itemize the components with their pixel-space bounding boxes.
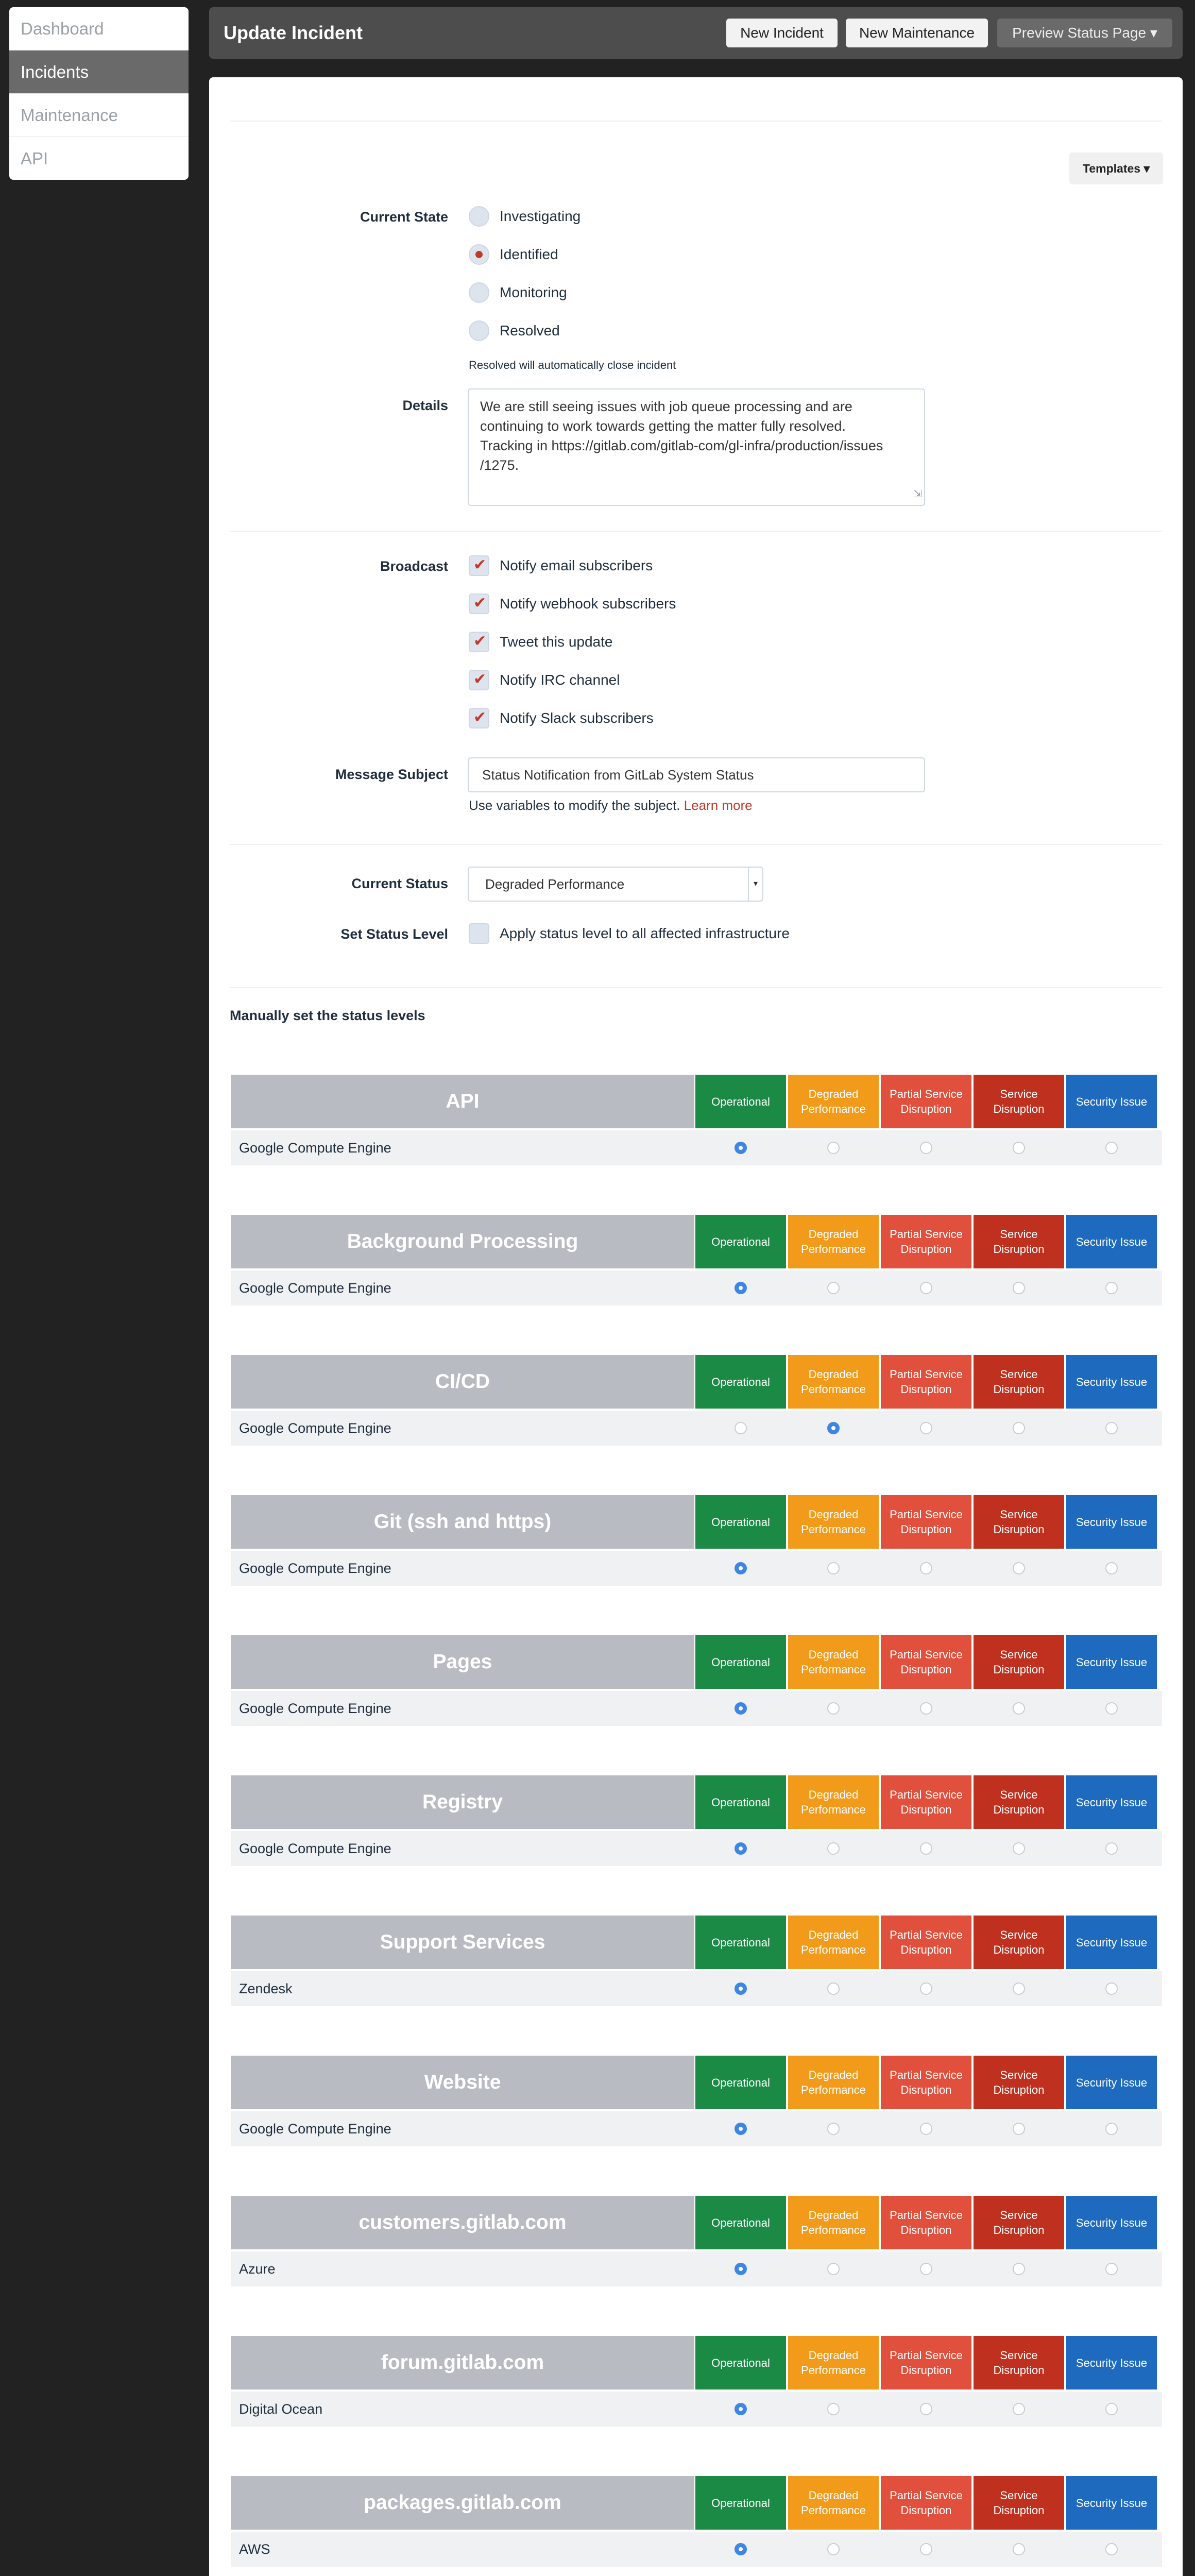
status-radio-operational[interactable] <box>735 1422 747 1434</box>
state-option-label: Investigating <box>500 208 581 224</box>
component-status-table <box>231 1075 1162 1165</box>
sidebar-item-incidents[interactable]: Incidents <box>9 50 189 94</box>
state-radio[interactable] <box>469 206 489 227</box>
status-header-partial: Partial Service Disruption <box>881 1495 971 1549</box>
status-radio-disruption[interactable] <box>1013 1562 1025 1574</box>
status-header-disruption: Service Disruption <box>974 2336 1064 2389</box>
status-header-security: Security Issue <box>1066 2196 1157 2249</box>
new-incident-button[interactable]: New Incident <box>726 19 838 47</box>
status-header-disruption: Service Disruption <box>974 1916 1064 1969</box>
status-radio-partial[interactable] <box>920 1422 932 1434</box>
broadcast-option-label: Notify IRC channel <box>500 672 620 688</box>
status-radio-partial[interactable] <box>920 1142 932 1154</box>
current-state-label: Current State <box>360 209 448 225</box>
status-header-degraded: Degraded Performance <box>788 1355 879 1409</box>
broadcast-option-label: Notify email subscribers <box>500 557 653 573</box>
status-radio-partial[interactable] <box>920 2263 932 2275</box>
table-row <box>231 1691 1162 1726</box>
status-header-partial: Partial Service Disruption <box>881 1215 971 1268</box>
table-row <box>231 1971 1162 2006</box>
checkbox-unchecked[interactable] <box>469 923 489 944</box>
set-status-level-label: Set Status Level <box>340 926 448 942</box>
status-radio-disruption[interactable] <box>1013 2543 1025 2555</box>
infrastructure-name: Google Compute Engine <box>239 1420 391 1436</box>
details-line: Tracking in https://gitlab.com/gitlab-com/gl-infra/production/issues <box>480 438 883 453</box>
status-header-disruption: Service Disruption <box>974 2476 1064 2530</box>
status-header-partial: Partial Service Disruption <box>881 1916 971 1969</box>
status-header-degraded: Degraded Performance <box>788 1215 879 1268</box>
broadcast-option-label: Notify Slack subscribers <box>500 710 654 726</box>
status-radio-disruption[interactable] <box>1013 1702 1025 1715</box>
page-title: Update Incident <box>224 22 363 43</box>
sidebar-item-dashboard[interactable]: Dashboard <box>9 7 189 50</box>
subject-help-text <box>469 798 753 814</box>
divider <box>230 531 1162 532</box>
table-row <box>231 2251 1162 2286</box>
state-option-label: Monitoring <box>500 284 567 300</box>
infrastructure-name: Google Compute Engine <box>239 1701 391 1716</box>
status-radio-disruption[interactable] <box>1013 1842 1025 1855</box>
table-row <box>231 2111 1162 2146</box>
state-radio-selected[interactable] <box>469 244 489 265</box>
status-radio-partial[interactable] <box>920 2403 932 2415</box>
status-header-partial: Partial Service Disruption <box>881 1355 971 1409</box>
status-header-security: Security Issue <box>1066 1775 1157 1829</box>
status-radio-degraded[interactable] <box>827 1842 840 1855</box>
infrastructure-name: Google Compute Engine <box>239 1140 391 1156</box>
checkbox-checked[interactable] <box>469 670 489 690</box>
status-header-degraded: Degraded Performance <box>788 2056 879 2109</box>
component-name: Support Services <box>231 1916 694 1969</box>
checkbox-checked[interactable] <box>469 632 489 652</box>
status-header-security: Security Issue <box>1066 2476 1157 2530</box>
status-radio-partial[interactable] <box>920 2123 932 2135</box>
status-radio-operational[interactable] <box>735 2123 747 2135</box>
infrastructure-name: Google Compute Engine <box>239 2121 391 2137</box>
chevron-down-icon: ▾ <box>748 868 762 901</box>
status-header-operational: Operational <box>695 1775 786 1829</box>
status-header-operational: Operational <box>695 1635 786 1689</box>
status-header-degraded: Degraded Performance <box>788 1775 879 1829</box>
status-radio-security[interactable] <box>1105 2543 1118 2555</box>
status-header-degraded: Degraded Performance <box>788 2196 879 2249</box>
status-radio-operational[interactable] <box>735 1142 747 1154</box>
table-row <box>231 1270 1162 1306</box>
status-radio-security[interactable] <box>1105 1982 1118 1995</box>
status-radio-disruption[interactable] <box>1013 1282 1025 1294</box>
infrastructure-name: Zendesk <box>239 1981 293 1996</box>
apply-status-label: Apply status level to all affected infrastructure <box>500 925 790 941</box>
status-header-operational: Operational <box>695 2476 786 2530</box>
status-radio-disruption[interactable] <box>1013 1982 1025 1995</box>
status-header-disruption: Service Disruption <box>974 1635 1064 1689</box>
current-status-select[interactable] <box>468 867 763 902</box>
status-radio-disruption[interactable] <box>1013 1142 1025 1154</box>
status-radio-disruption[interactable] <box>1013 2403 1025 2415</box>
status-header-degraded: Degraded Performance <box>788 1495 879 1549</box>
state-radio[interactable] <box>469 282 489 303</box>
status-header-security: Security Issue <box>1066 1075 1157 1128</box>
status-header-disruption: Service Disruption <box>974 2056 1064 2109</box>
component-name: Website <box>231 2056 694 2109</box>
status-header-operational: Operational <box>695 1355 786 1409</box>
divider <box>230 121 1162 122</box>
component-name: Pages <box>231 1635 694 1689</box>
status-header-security: Security Issue <box>1066 2056 1157 2109</box>
details-line: We are still seeing issues with job queue processing and are <box>480 399 852 414</box>
checkbox-checked[interactable] <box>469 555 489 576</box>
details-line: continuing to work towards getting the matter fully resolved. <box>480 418 846 434</box>
state-option-label: Resolved <box>500 323 560 338</box>
status-header-operational: Operational <box>695 2336 786 2389</box>
sidebar-item-api[interactable]: API <box>21 149 48 168</box>
message-subject-input[interactable]: Status Notification from GitLab System Status <box>468 757 925 792</box>
component-status-table <box>231 1916 1162 2006</box>
resolved-hint: Resolved will automatically close incident <box>469 359 676 371</box>
component-name: Background Processing <box>231 1215 694 1268</box>
status-header-operational: Operational <box>695 2196 786 2249</box>
status-radio-disruption[interactable] <box>1013 1422 1025 1434</box>
status-radio-degraded[interactable] <box>827 1422 840 1434</box>
status-header-disruption: Service Disruption <box>974 1075 1064 1128</box>
templates-dropdown[interactable]: Templates ▾ <box>1069 152 1163 184</box>
infrastructure-name: Google Compute Engine <box>239 1280 391 1296</box>
current-status-value: Degraded Performance <box>485 876 625 892</box>
status-radio-security[interactable] <box>1105 1702 1118 1715</box>
subject-help: Use variables to modify the subject. <box>469 798 680 813</box>
status-header-operational: Operational <box>695 1215 786 1268</box>
component-status-table <box>231 1495 1162 1586</box>
component-name: packages.gitlab.com <box>231 2476 694 2530</box>
status-radio-operational[interactable] <box>735 2403 747 2415</box>
status-radio-security[interactable] <box>1105 1842 1118 1855</box>
status-header-disruption: Service Disruption <box>974 1355 1064 1409</box>
status-radio-security[interactable] <box>1105 2403 1118 2415</box>
status-header-security: Security Issue <box>1066 1495 1157 1549</box>
status-radio-degraded[interactable] <box>827 2543 840 2555</box>
page-header <box>209 7 1183 59</box>
status-radio-security[interactable] <box>1105 1282 1118 1294</box>
component-name: API <box>231 1075 694 1128</box>
status-header-disruption: Service Disruption <box>974 1495 1064 1549</box>
infrastructure-name: Azure <box>239 2261 276 2277</box>
component-name: forum.gitlab.com <box>231 2336 694 2389</box>
infrastructure-name: Google Compute Engine <box>239 1561 391 1576</box>
status-radio-degraded[interactable] <box>827 2403 840 2415</box>
status-radio-operational[interactable] <box>735 1702 747 1715</box>
resize-handle-icon[interactable]: ⇲ <box>913 488 922 500</box>
status-header-operational: Operational <box>695 1916 786 1969</box>
manual-status-title: Manually set the status levels <box>230 1008 425 1023</box>
status-radio-security[interactable] <box>1105 2123 1118 2135</box>
status-radio-operational[interactable] <box>735 2543 747 2555</box>
infrastructure-name: Digital Ocean <box>239 2401 323 2417</box>
details-line: /1275. <box>480 457 519 473</box>
broadcast-option-label: Tweet this update <box>500 634 613 650</box>
state-radio[interactable] <box>469 320 489 341</box>
status-header-partial: Partial Service Disruption <box>881 2476 971 2530</box>
status-header-degraded: Degraded Performance <box>788 2336 879 2389</box>
status-radio-partial[interactable] <box>920 1562 932 1574</box>
preview-status-page-button[interactable]: Preview Status Page ▾ <box>997 19 1172 47</box>
status-radio-security[interactable] <box>1105 2263 1118 2275</box>
message-subject-label: Message Subject <box>335 767 448 782</box>
status-header-disruption: Service Disruption <box>974 2196 1064 2249</box>
component-status-table <box>231 1775 1162 1866</box>
state-option-label: Identified <box>500 246 558 262</box>
incident-form-panel <box>209 77 1183 2576</box>
status-header-disruption: Service Disruption <box>974 1775 1064 1829</box>
checkbox-checked[interactable] <box>469 594 489 614</box>
status-header-degraded: Degraded Performance <box>788 1075 879 1128</box>
status-header-degraded: Degraded Performance <box>788 1635 879 1689</box>
table-row <box>231 2532 1162 2567</box>
status-radio-disruption[interactable] <box>1013 2123 1025 2135</box>
table-row <box>231 1411 1162 1446</box>
status-header-partial: Partial Service Disruption <box>881 1775 971 1829</box>
table-row <box>231 1130 1162 1165</box>
status-radio-degraded[interactable] <box>827 1282 840 1294</box>
status-header-partial: Partial Service Disruption <box>881 2336 971 2389</box>
details-textarea[interactable] <box>468 388 925 506</box>
component-status-table <box>231 1355 1162 1446</box>
status-radio-degraded[interactable] <box>827 2123 840 2135</box>
status-header-operational: Operational <box>695 1495 786 1549</box>
details-label: Details <box>402 398 448 413</box>
status-radio-partial[interactable] <box>920 1282 932 1294</box>
status-header-degraded: Degraded Performance <box>788 1916 879 1969</box>
broadcast-label: Broadcast <box>380 558 448 574</box>
table-row <box>231 1551 1162 1586</box>
status-header-partial: Partial Service Disruption <box>881 2196 971 2249</box>
sidebar-nav <box>9 7 189 180</box>
status-radio-security[interactable] <box>1105 1422 1118 1434</box>
broadcast-option-label: Notify webhook subscribers <box>500 596 676 612</box>
status-radio-security[interactable] <box>1105 1562 1118 1574</box>
status-header-security: Security Issue <box>1066 1916 1157 1969</box>
status-radio-operational[interactable] <box>735 1282 747 1294</box>
status-header-security: Security Issue <box>1066 1215 1157 1268</box>
component-status-table <box>231 2196 1162 2286</box>
status-radio-degraded[interactable] <box>827 1142 840 1154</box>
status-radio-partial[interactable] <box>920 1982 932 1995</box>
component-status-table <box>231 1635 1162 1726</box>
current-status-label: Current Status <box>351 876 448 891</box>
divider <box>230 987 1162 988</box>
status-header-operational: Operational <box>695 2056 786 2109</box>
infrastructure-name: AWS <box>239 2541 270 2557</box>
status-radio-partial[interactable] <box>920 2543 932 2555</box>
component-name: CI/CD <box>231 1355 694 1409</box>
infrastructure-name: Google Compute Engine <box>239 1841 391 1856</box>
status-radio-degraded[interactable] <box>827 1702 840 1715</box>
component-status-table <box>231 2056 1162 2146</box>
status-header-degraded: Degraded Performance <box>788 2476 879 2530</box>
table-row <box>231 1831 1162 1866</box>
status-header-partial: Partial Service Disruption <box>881 2056 971 2109</box>
status-radio-partial[interactable] <box>920 1702 932 1715</box>
status-header-security: Security Issue <box>1066 1635 1157 1689</box>
checkbox-checked[interactable] <box>469 708 489 728</box>
status-radio-operational[interactable] <box>735 1982 747 1995</box>
status-radio-disruption[interactable] <box>1013 2263 1025 2275</box>
new-maintenance-button[interactable]: New Maintenance <box>846 19 988 47</box>
status-header-security: Security Issue <box>1066 1355 1157 1409</box>
status-radio-operational[interactable] <box>735 1562 747 1574</box>
status-radio-operational[interactable] <box>735 1842 747 1855</box>
status-radio-partial[interactable] <box>920 1842 932 1855</box>
divider <box>230 844 1162 845</box>
status-header-partial: Partial Service Disruption <box>881 1635 971 1689</box>
component-name: Git (ssh and https) <box>231 1495 694 1549</box>
status-radio-degraded[interactable] <box>827 1562 840 1574</box>
component-status-table <box>231 2476 1162 2567</box>
status-radio-degraded[interactable] <box>827 2263 840 2275</box>
component-name: customers.gitlab.com <box>231 2196 694 2249</box>
table-row <box>231 2392 1162 2427</box>
status-header-disruption: Service Disruption <box>974 1215 1064 1268</box>
component-name: Registry <box>231 1775 694 1829</box>
status-radio-security[interactable] <box>1105 1142 1118 1154</box>
sidebar-item-maintenance[interactable]: Maintenance <box>9 94 189 137</box>
component-status-table <box>231 1215 1162 1306</box>
status-header-security: Security Issue <box>1066 2336 1157 2389</box>
status-header-partial: Partial Service Disruption <box>881 1075 971 1128</box>
learn-more-link[interactable]: Learn more <box>684 798 753 813</box>
component-status-table <box>231 2336 1162 2427</box>
status-radio-degraded[interactable] <box>827 1982 840 1995</box>
status-radio-operational[interactable] <box>735 2263 747 2275</box>
status-header-operational: Operational <box>695 1075 786 1128</box>
